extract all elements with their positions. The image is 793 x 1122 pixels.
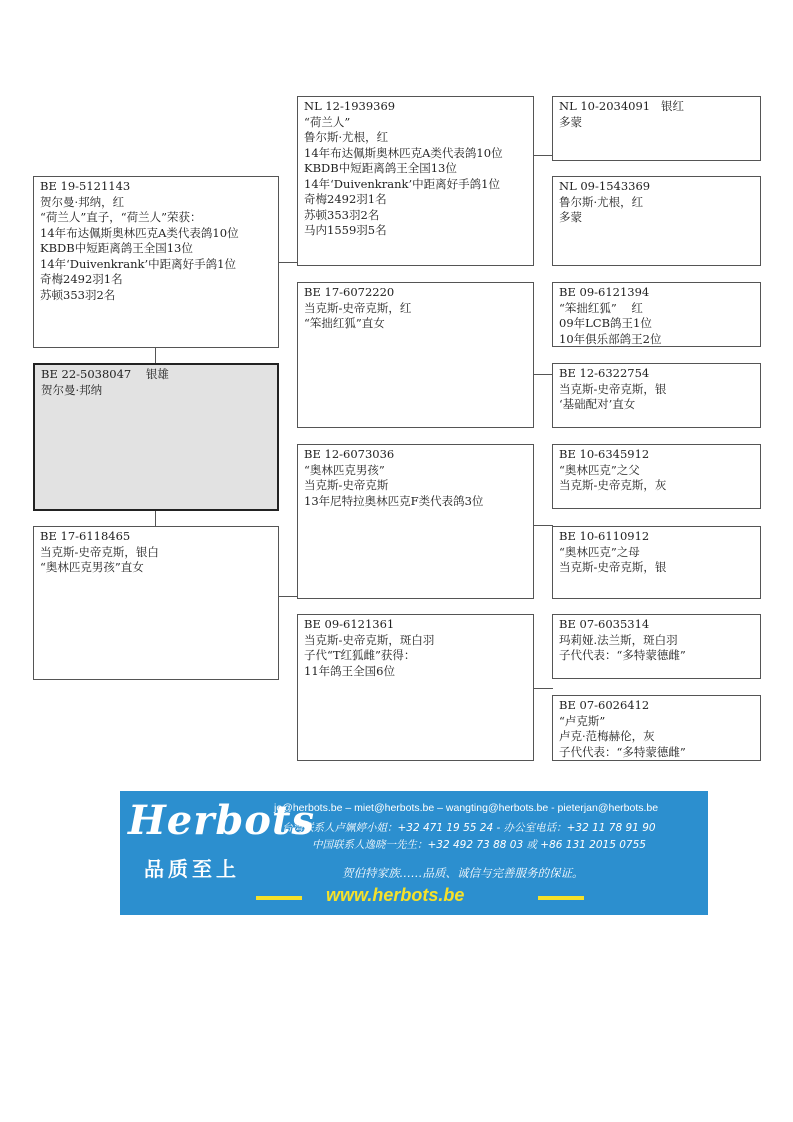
pedigree-card-dam-sire: BE 12-6073036 “奥林匹克男孩” 当克斯-史帝克斯 13年尼特拉奥林匹克F类代表鸽3位 — [297, 444, 534, 599]
brand-tagline: 贺伯特家族……品质、诚信与完善服务的保证。 — [342, 866, 584, 880]
pedigree-card-sss: NL 10-2034091 银红 多蒙 — [552, 96, 761, 161]
connector-line — [278, 596, 298, 597]
pedigree-card-ddd: BE 07-6026412 “卢克斯” 卢克·范梅赫伦，灰 子代代表：“多特蒙德雌” — [552, 695, 761, 761]
pedigree-card-dds: BE 07-6035314 玛莉娅.法兰斯，斑白羽 子代代表：“多特蒙德雌” — [552, 614, 761, 679]
taiwan-contact: 台湾联系人卢姵婷小姐：+32 471 19 55 24 - 办公室电话：+32 11 78 91 90 — [282, 822, 656, 834]
pedigree-card-dam: BE 17-6118465 当克斯-史帝克斯，银白 “奥林匹克男孩”直女 — [33, 526, 279, 680]
pedigree-card-dsd: BE 10-6110912 “奥林匹克”之母 当克斯-史帝克斯，银 — [552, 526, 761, 599]
pedigree-card-dam-dam: BE 09-6121361 当克斯-史帝克斯，斑白羽 子代“T红狐雌”获得： 11年鸽王全国6位 — [297, 614, 534, 761]
connector-line — [155, 347, 156, 364]
decorative-rule — [256, 896, 302, 900]
pedigree-card-sire-dam: BE 17-6072220 当克斯-史帝克斯，红 “笨拙红狐”直女 — [297, 282, 534, 428]
connector-line — [533, 155, 553, 156]
pedigree-card-subject: BE 22-5038047 银雄 贺尔曼·邦纳 — [33, 363, 279, 511]
decorative-rule — [538, 896, 584, 900]
connector-line — [533, 374, 553, 375]
pedigree-card-sire-sire: NL 12-1939369 “荷兰人” 鲁尔斯·尤根，红 14年布达佩斯奥林匹克A类代表鸽10位 KBDB中短距离鸽王全国13位 14年‘Duivenkrank’中距离好手鸽1位 奇梅2492羽1名 苏顿353羽2名 马内1559羽5名 — [297, 96, 534, 266]
connector-line — [278, 262, 298, 263]
contact-emails[interactable]: jo@herbots.be – miet@herbots.be – wangting@herbots.be - pieterjan@herbots.be — [274, 802, 659, 814]
pedigree-card-sire: BE 19-5121143 贺尔曼·邦纳，红 “荷兰人”直子，“荷兰人”荣获： 14年布达佩斯奥林匹克A类代表鸽10位 KBDB中短距离鸽王全国13位 14年‘Duivenkrank’中距离好手鸽1位 奇梅2492羽1名 苏顿353羽2名 — [33, 176, 279, 348]
brand-logo: Herbots — [128, 797, 315, 844]
pedigree-card-sds: BE 09-6121394 “笨拙红狐” 红 09年LCB鸽王1位 10年俱乐部鸽王2位 — [552, 282, 761, 347]
connector-line — [533, 525, 553, 526]
website-link[interactable]: www.herbots.be — [326, 885, 465, 905]
connector-line — [533, 688, 553, 689]
herbots-banner — [120, 791, 708, 915]
china-contact: 中国联系人逸晓一先生：+32 492 73 88 03 或 +86 131 2015 0755 — [312, 839, 646, 851]
pedigree-card-dss: BE 10-6345912 “奥林匹克”之父 当克斯-史帝克斯，灰 — [552, 444, 761, 509]
pedigree-card-sdd: BE 12-6322754 当克斯-史帝克斯，银 ‘基础配对’直女 — [552, 363, 761, 428]
brand-slogan: 品质至上 — [144, 857, 240, 881]
connector-line — [155, 510, 156, 527]
pedigree-card-ssd: NL 09-1543369 鲁尔斯·尤根，红 多蒙 — [552, 176, 761, 266]
